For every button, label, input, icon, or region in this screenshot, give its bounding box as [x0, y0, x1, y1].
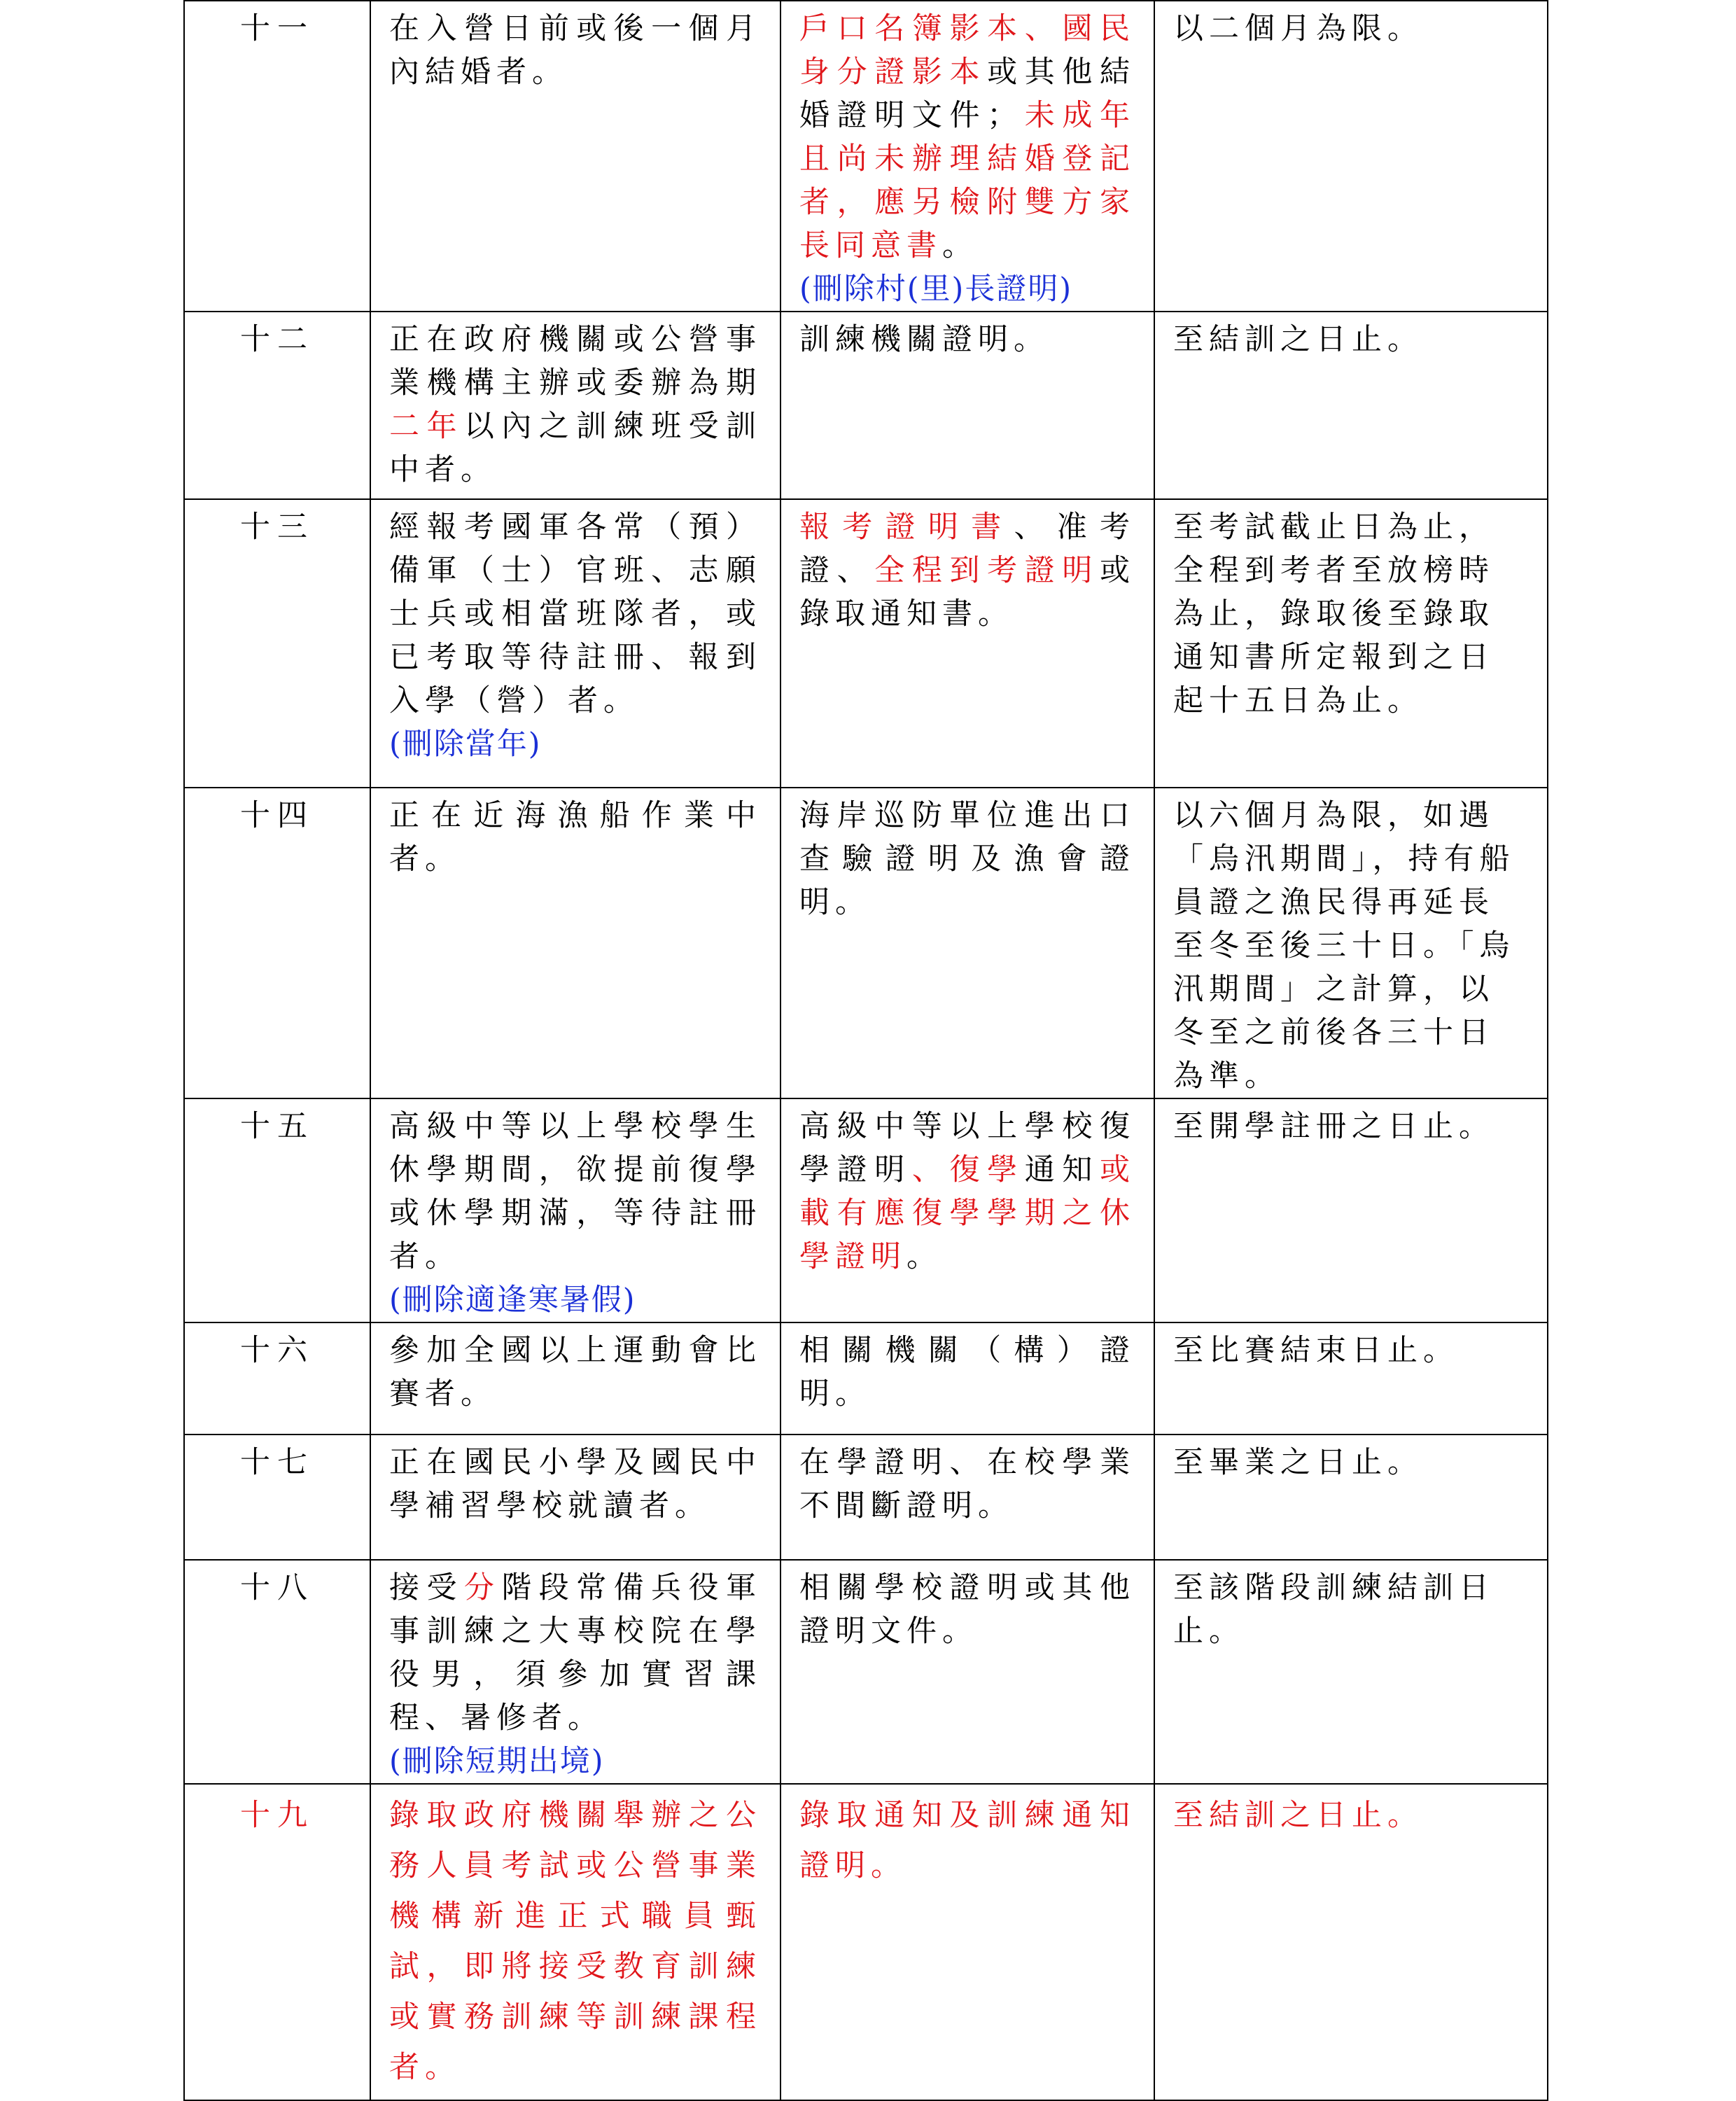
text-segment: 錄取政府機關舉辦之公務人員考試或公營事業機構新進正式職員甄試，即將接受教育訓練或實務訓練等訓練課程者。	[389, 1798, 762, 2085]
documents-text	[799, 1790, 1135, 1891]
text-segment: 正在近海漁船作業中者。	[389, 798, 762, 877]
period-text	[1173, 318, 1529, 361]
deferment-period-cell	[1154, 312, 1548, 499]
required-documents-cell	[780, 1, 1154, 312]
text-segment: 至畢業之日止。	[1173, 1445, 1423, 1480]
table-row	[184, 1435, 1548, 1560]
documents-text	[799, 318, 1135, 361]
text-segment: 或其他結婚證明文件；	[799, 55, 1135, 133]
period-text	[1173, 1566, 1529, 1653]
text-segment: 在入營日前或後一個月內結婚者。	[389, 11, 762, 90]
item-number-label: 十六	[240, 1333, 314, 1368]
condition-text	[389, 7, 762, 94]
item-number	[184, 1322, 370, 1435]
text-segment: 正在國民小學及國民中學補習學校就讀者。	[389, 1445, 762, 1523]
text-segment: 、復學	[911, 1152, 1025, 1187]
deletion-note: (刪除短期出境)	[389, 1744, 605, 1779]
condition-cell	[370, 1098, 780, 1322]
table-row	[184, 1560, 1548, 1784]
deferment-period-cell	[1154, 1435, 1548, 1560]
period-text	[1173, 1790, 1529, 1841]
item-number-label: 十一	[240, 11, 314, 46]
condition-text	[389, 1105, 762, 1278]
text-segment: 海岸巡防單位進出口查驗證明及漁會證明。	[799, 798, 1135, 920]
text-segment: 、准考證、	[799, 510, 1136, 588]
documents-text	[799, 505, 1135, 636]
period-text	[1173, 1441, 1529, 1484]
item-number	[184, 788, 370, 1098]
table-row	[184, 788, 1548, 1098]
condition-cell	[370, 1784, 780, 2100]
required-documents-cell	[780, 1098, 1154, 1322]
item-number-label: 十二	[240, 322, 314, 357]
table-row	[184, 312, 1548, 499]
condition-cell	[370, 1560, 780, 1784]
text-segment: 通知	[1024, 1152, 1100, 1187]
condition-cell	[370, 1, 780, 312]
item-number-label: 十四	[240, 798, 314, 833]
item-number-label: 十七	[240, 1445, 314, 1480]
period-text	[1173, 1105, 1529, 1148]
required-documents-cell	[780, 312, 1154, 499]
text-segment: 經報考國軍各常（預）備軍（士）官班、志願士兵或相當班隊者，或已考取等待註冊、報到入學（營）者。	[389, 510, 762, 718]
deferment-period-cell	[1154, 499, 1548, 788]
text-segment: 以內之訓練班受訓中者。	[389, 409, 762, 487]
condition-cell	[370, 1322, 780, 1435]
documents-text	[799, 1566, 1135, 1653]
text-segment: 錄取通知及訓練通知證明。	[799, 1798, 1135, 1883]
documents-text	[799, 1441, 1135, 1528]
item-number-label: 十八	[240, 1570, 314, 1605]
table-row	[184, 499, 1548, 788]
condition-cell	[370, 499, 780, 788]
item-number	[184, 499, 370, 788]
text-segment: 報考證明書	[799, 510, 1014, 545]
documents-text	[799, 1329, 1135, 1416]
text-segment: 階段常備兵役軍事訓練之大專校院在學役男，須參加實習課程、暑修者。	[389, 1570, 762, 1736]
condition-text	[389, 318, 762, 491]
item-number	[184, 1435, 370, 1560]
exemption-table	[183, 0, 1548, 2101]
deletion-note: (刪除村(里)長證明)	[799, 272, 1073, 307]
item-number	[184, 1098, 370, 1322]
deletion-note: (刪除適逢寒暑假)	[389, 1283, 636, 1318]
required-documents-cell	[780, 1560, 1154, 1784]
text-segment: 或錄取通知書。	[799, 553, 1135, 631]
required-documents-cell	[780, 788, 1154, 1098]
text-segment: 至結訓之日止。	[1173, 1798, 1423, 1833]
documents-text	[799, 7, 1135, 267]
period-text	[1173, 7, 1529, 50]
text-segment: 訓練機關證明。	[799, 322, 1049, 357]
required-documents-cell	[780, 499, 1154, 788]
item-number	[184, 1560, 370, 1784]
table-row	[184, 1784, 1548, 2100]
condition-text	[389, 1441, 762, 1528]
item-number	[184, 312, 370, 499]
required-documents-cell	[780, 1784, 1154, 2100]
period-text	[1173, 1329, 1529, 1372]
text-segment: 以二個月為限。	[1173, 11, 1423, 46]
text-segment: 未成年且尚未辦理結婚登記者，應另檢附雙方家長同意書	[799, 98, 1135, 263]
text-segment: 至該階段訓練結訓日止。	[1173, 1570, 1494, 1649]
text-segment: 戶口名簿影本、國民身分證影本	[799, 11, 1135, 90]
deferment-period-cell	[1154, 1098, 1548, 1322]
item-number	[184, 1, 370, 312]
condition-cell	[370, 788, 780, 1098]
table-body	[184, 1, 1548, 2100]
condition-text	[389, 505, 762, 723]
deferment-period-cell	[1154, 788, 1548, 1098]
table-row	[184, 1, 1548, 312]
text-segment: 二年	[389, 409, 464, 444]
documents-text	[799, 794, 1135, 924]
text-segment: 在學證明、在校學業不間斷證明。	[799, 1445, 1135, 1523]
deferment-period-cell	[1154, 1560, 1548, 1784]
deferment-period-cell	[1154, 1784, 1548, 2100]
condition-text	[389, 794, 762, 881]
text-segment: 全程到考證明	[874, 553, 1100, 588]
item-number-label: 十九	[240, 1798, 314, 1833]
text-segment: 。	[906, 1239, 942, 1274]
text-segment: 高級中等以上學校學生休學期間，欲提前復學或休學期滿，等待註冊者。	[389, 1109, 762, 1274]
condition-cell	[370, 312, 780, 499]
item-number	[184, 1784, 370, 2100]
required-documents-cell	[780, 1322, 1154, 1435]
deferment-period-cell	[1154, 1322, 1548, 1435]
text-segment: 至考試截止日為止，全程到考者至放榜時為止，錄取後至錄取通知書所定報到之日起十五日為止。	[1173, 510, 1494, 718]
condition-cell	[370, 1435, 780, 1560]
condition-text	[389, 1566, 762, 1740]
text-segment: 正在政府機關或公營事業機構主辦或委辦為期	[389, 322, 762, 400]
text-segment: 至開學註冊之日止。	[1173, 1109, 1494, 1144]
period-text	[1173, 505, 1529, 723]
text-segment: 至結訓之日止。	[1173, 322, 1423, 357]
text-segment: 或載有應復學學期之休學證明	[799, 1152, 1135, 1274]
text-segment: 分	[463, 1570, 502, 1605]
deletion-note: (刪除當年)	[389, 727, 542, 762]
table-row	[184, 1322, 1548, 1435]
text-segment: 參加全國以上運動會比賽者。	[389, 1333, 762, 1411]
text-segment: 至比賽結束日止。	[1173, 1333, 1459, 1368]
period-text	[1173, 794, 1529, 1098]
documents-text	[799, 1105, 1135, 1278]
text-segment: 。	[942, 228, 978, 263]
text-segment: 相關機關（構）證明。	[799, 1333, 1135, 1411]
deferment-period-cell	[1154, 1, 1548, 312]
table-row	[184, 1098, 1548, 1322]
condition-text	[389, 1790, 762, 2093]
required-documents-cell	[780, 1435, 1154, 1560]
item-number-label: 十五	[240, 1109, 314, 1144]
text-segment: 接受	[389, 1570, 464, 1605]
condition-text	[389, 1329, 762, 1416]
item-number-label: 十三	[240, 510, 314, 545]
text-segment: 以六個月為限，如遇「烏汛期間」，持有船員證之漁民得再延長至冬至後三十日。「烏汛期間」之計算，以冬至之前後各三十日為準。	[1173, 798, 1516, 1094]
text-segment: 高級中等以上學校復學證明	[799, 1109, 1135, 1187]
text-segment: 相關學校證明或其他證明文件。	[799, 1570, 1135, 1649]
